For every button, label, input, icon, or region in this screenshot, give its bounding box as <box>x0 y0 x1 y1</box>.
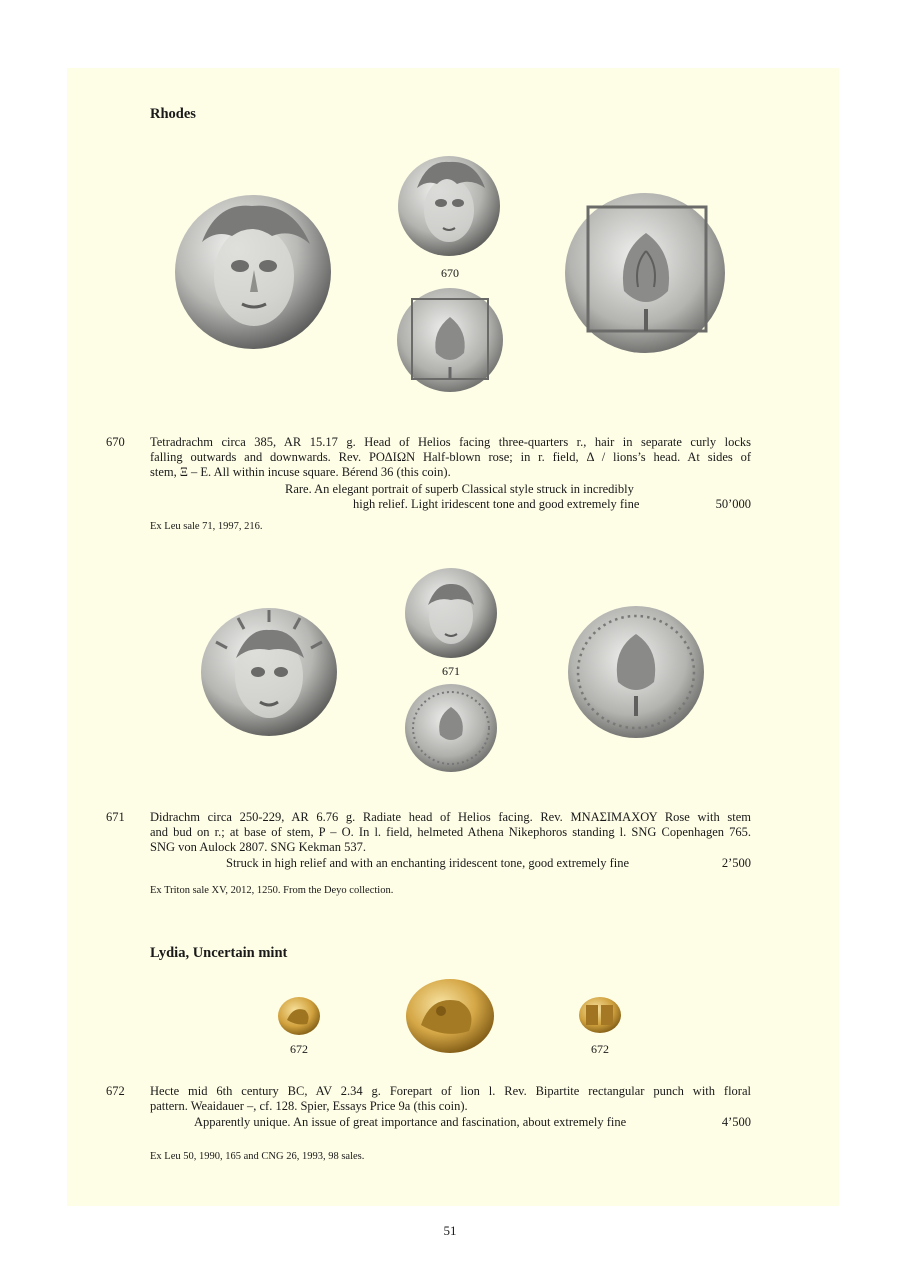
coin-671-obverse-enlarged-image <box>198 602 340 738</box>
lot-672-description-line: Hecte mid 6th century BC, AV 2.34 g. Forepart of lion l. Rev. Bipartite rectangular punch with floral <box>150 1084 751 1098</box>
lot-670-description <box>150 435 751 479</box>
coin-672-reverse-actual-image <box>578 996 622 1034</box>
coin-671-reverse-actual-image <box>404 683 498 773</box>
lot-672-condition-line: Apparently unique. An issue of great importance and fascination, about extremely fine <box>194 1115 627 1129</box>
lot-number-672: 672 <box>106 1084 125 1098</box>
coin-672-obverse-actual-image <box>277 996 321 1036</box>
coin-672-obverse-enlarged-image <box>405 977 495 1055</box>
coin-plate-label-670: 670 <box>441 266 459 280</box>
lot-number-671: 671 <box>106 810 125 824</box>
lot-670-provenance: Ex Leu sale 71, 1997, 216. <box>150 521 263 532</box>
lot-number-670: 670 <box>106 435 125 449</box>
coin-plate-label-672-left: 672 <box>290 1042 308 1056</box>
lot-670-description-line: falling outwards and downwards. Rev. ΡΟΔΙΩΝ Half-blown rose; in r. field, Δ / lions’s head. At sides of <box>150 449 751 464</box>
lot-671-price: 2’500 <box>721 856 751 870</box>
lot-671-description <box>150 810 751 854</box>
coin-670-reverse-actual-image <box>396 287 504 393</box>
section-title-lydia-uncertain-mint: Lydia, Uncertain mint <box>150 945 288 961</box>
lot-672-description-line: pattern. Weaidauer –, cf. 128. Spier, Essays Price 9a (this coin). <box>150 1098 468 1113</box>
lot-672-price: 4’500 <box>721 1115 751 1129</box>
coin-plate-label-671: 671 <box>442 664 460 678</box>
lot-670-description-line: stem, Ξ – E. All within incuse square. Bérend 36 (this coin). <box>150 464 451 479</box>
coin-671-obverse-actual-image <box>404 567 498 659</box>
lot-671-provenance: Ex Triton sale XV, 2012, 1250. From the Deyo collection. <box>150 885 394 896</box>
section-title-rhodes: Rhodes <box>150 106 196 122</box>
lot-670-description-line: Tetradrachm circa 385, AR 15.17 g. Head of Helios facing three-quarters r., hair in separate curly locks <box>150 435 751 449</box>
coin-671-reverse-enlarged-image <box>566 604 706 740</box>
page-number: 51 <box>443 1223 457 1238</box>
coin-670-obverse-enlarged-image <box>172 192 334 352</box>
lot-671-description-line: Didrachm circa 250-229, AR 6.76 g. Radiate head of Helios facing. Rev. ΜΝΑΣΙΜΑΧΟΥ Rose with stem <box>150 810 751 824</box>
lot-671-condition-line: Struck in high relief and with an enchanting iridescent tone, good extremely fine <box>226 856 630 870</box>
coin-670-obverse-actual-image <box>397 154 501 258</box>
coin-plate-label-672-right: 672 <box>591 1042 609 1056</box>
lot-670-condition-line: high relief. Light iridescent tone and good extremely fine <box>353 497 640 511</box>
lot-672-description <box>150 1084 751 1114</box>
lot-671-description-line: and bud on r.; at base of stem, P – O. In l. field, helmeted Athena Nikephoros standing l. SNG Copenhagen 765. <box>150 824 751 839</box>
lot-670-price: 50’000 <box>715 497 751 511</box>
lot-670-condition-line: Rare. An elegant portrait of superb Classical style struck in incredibly <box>285 482 634 496</box>
coin-670-reverse-enlarged-image <box>564 191 726 355</box>
lot-671-description-line: SNG von Aulock 2807. SNG Kekman 537. <box>150 839 366 854</box>
lot-672-provenance: Ex Leu 50, 1990, 165 and CNG 26, 1993, 98 sales. <box>150 1151 365 1162</box>
